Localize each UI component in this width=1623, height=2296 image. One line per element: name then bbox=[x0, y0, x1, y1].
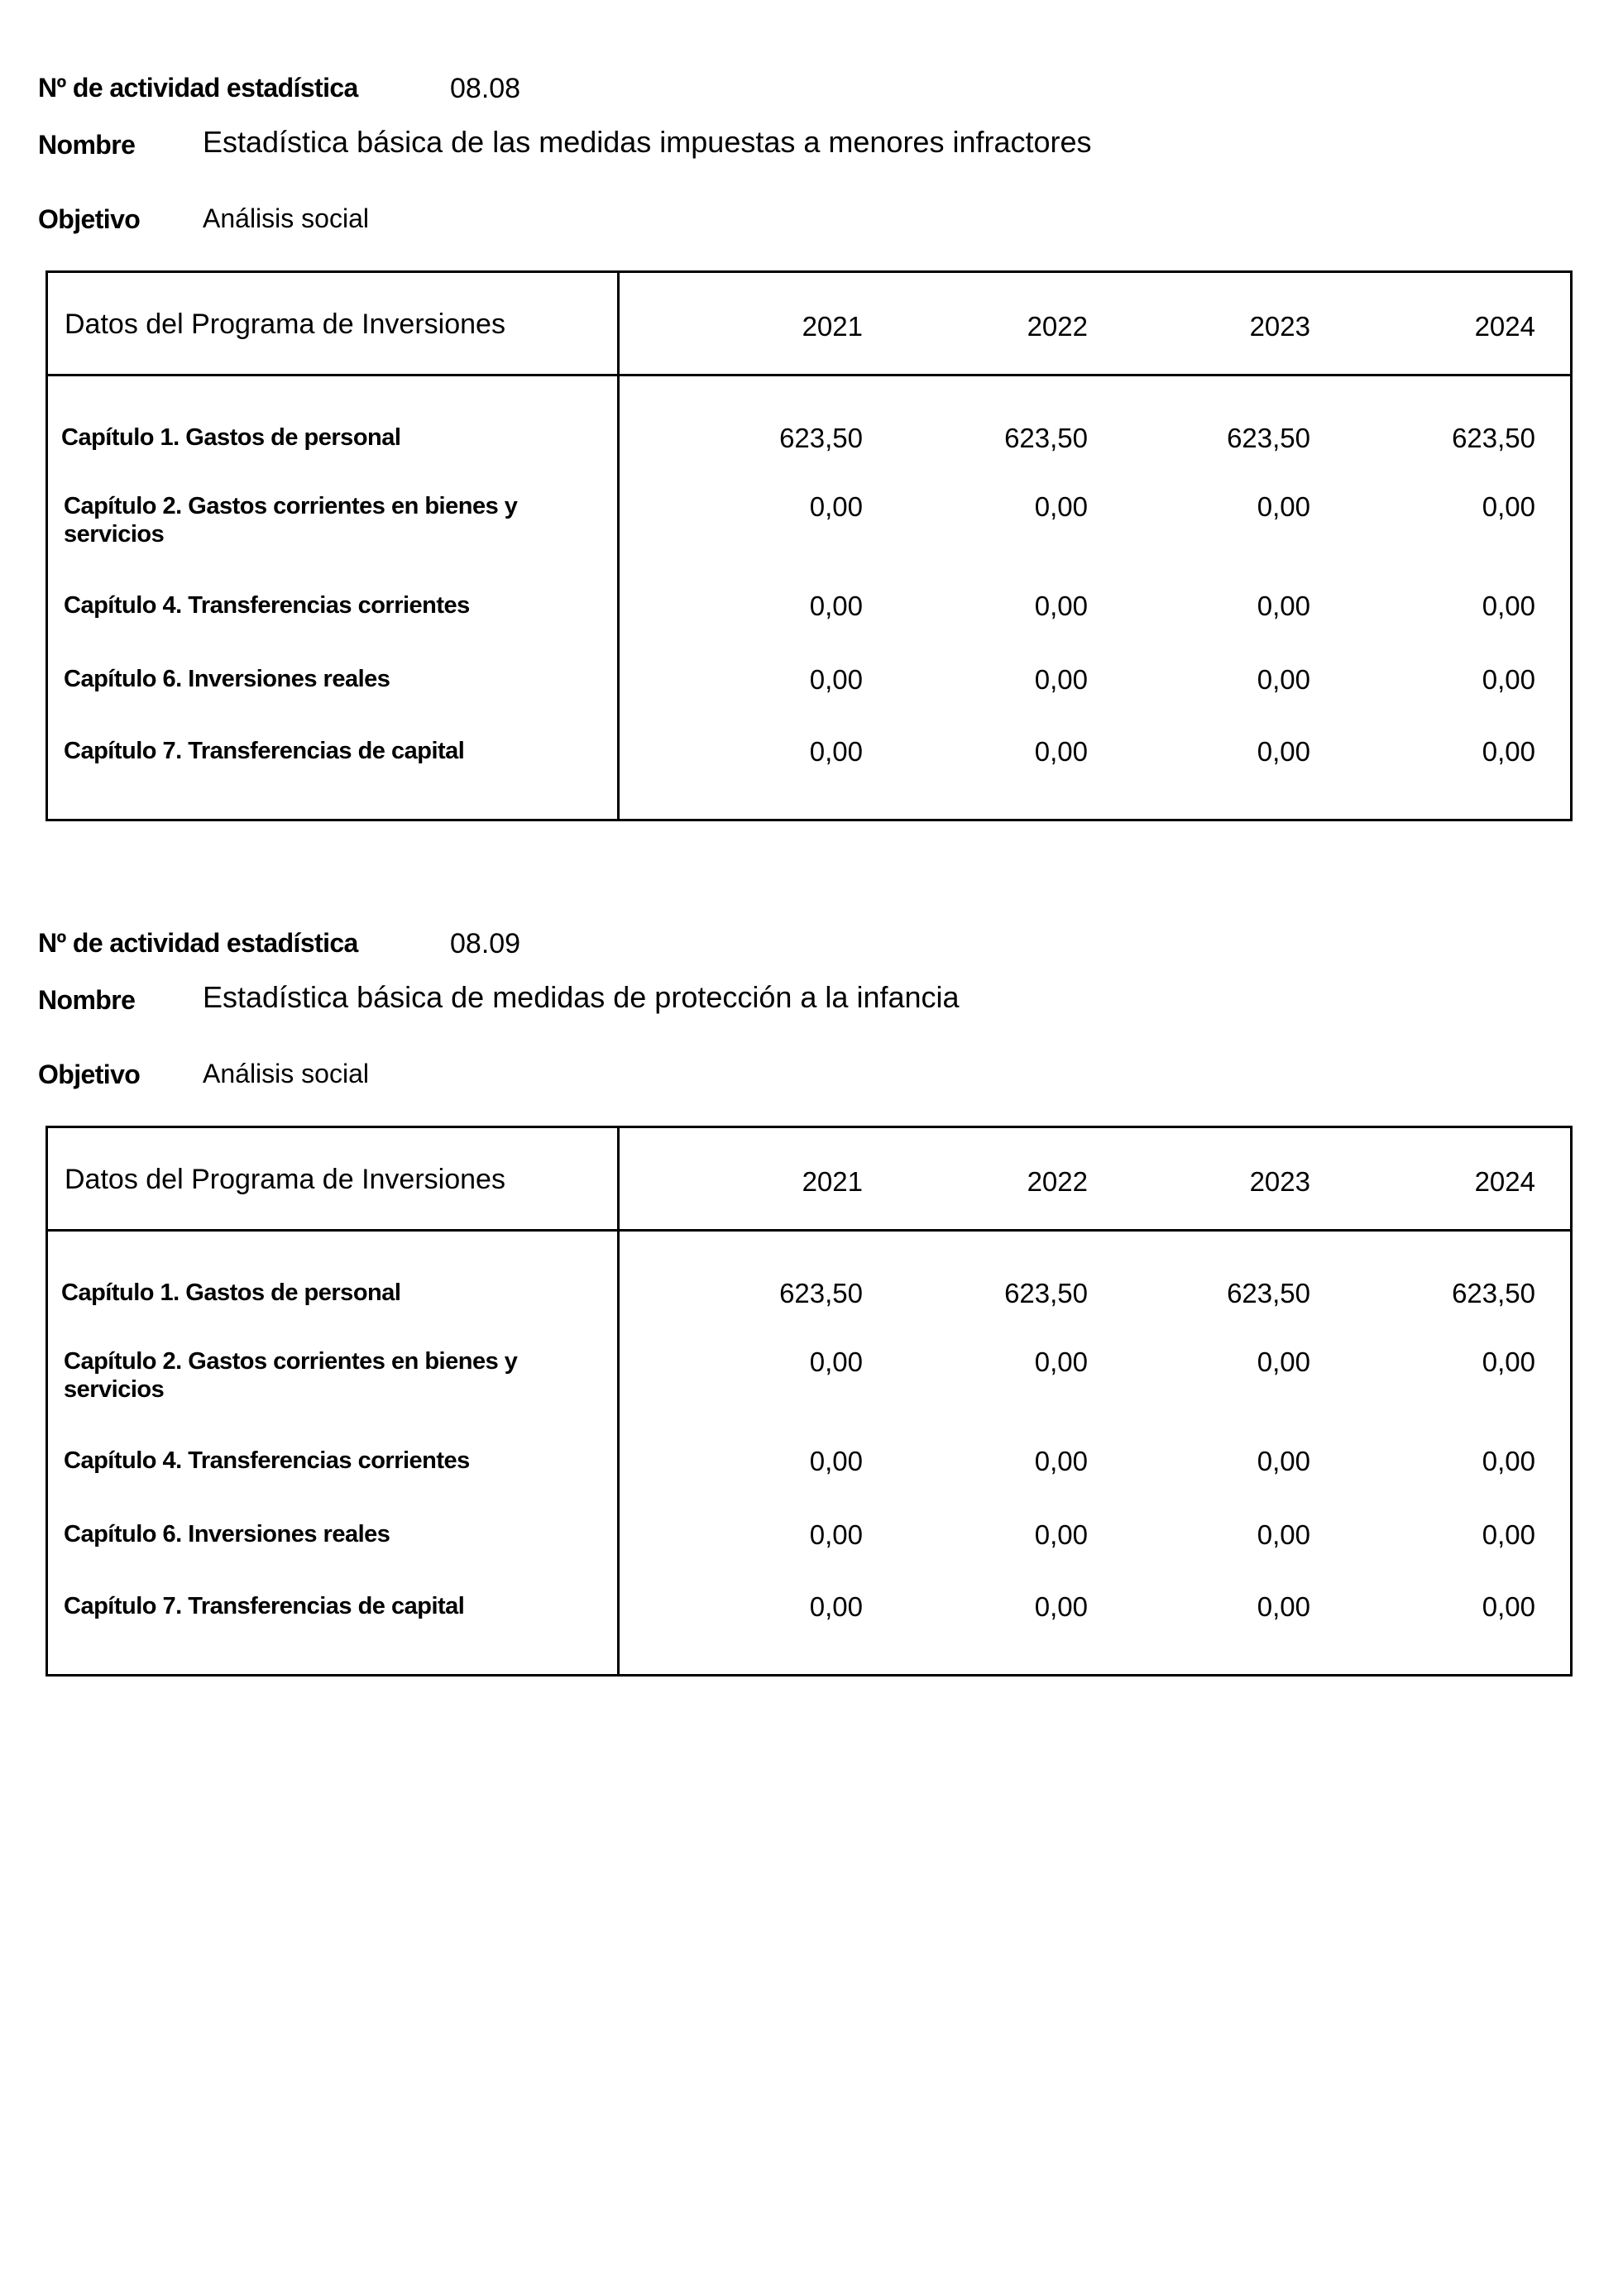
cell-value: 0,00 bbox=[1034, 1446, 1088, 1476]
cell-value: 0,00 bbox=[1034, 1519, 1088, 1550]
investment-table bbox=[45, 270, 1573, 821]
cell-value: 623,50 bbox=[1452, 1278, 1535, 1308]
cell-value: 0,00 bbox=[809, 1591, 863, 1622]
row-label-line: Capítulo 2. Gastos corrientes en bienes y bbox=[64, 493, 518, 519]
cell-value: 623,50 bbox=[1004, 1278, 1088, 1308]
year-2021: 2021 bbox=[802, 311, 863, 342]
cell-value: 0,00 bbox=[1482, 591, 1535, 621]
cell-value: 0,00 bbox=[1034, 1347, 1088, 1377]
cell-value: 0,00 bbox=[809, 491, 863, 522]
cell-value: 0,00 bbox=[1257, 1446, 1310, 1476]
row-label-capitulo-7: Capítulo 7. Transferencias de capital bbox=[64, 1593, 465, 1619]
activity-number: 08.08 bbox=[450, 73, 521, 104]
cell-value: 623,50 bbox=[1227, 423, 1310, 453]
cell-value: 0,00 bbox=[1034, 664, 1088, 695]
cell-value: 623,50 bbox=[779, 1278, 863, 1308]
table-header-divider bbox=[48, 374, 1570, 376]
cell-value: 0,00 bbox=[809, 664, 863, 695]
row-label-capitulo-2 bbox=[64, 492, 517, 548]
row-label-line: servicios bbox=[64, 1376, 165, 1403]
cell-value: 0,00 bbox=[1482, 1591, 1535, 1622]
cell-value: 0,00 bbox=[809, 1347, 863, 1377]
cell-value: 0,00 bbox=[1482, 491, 1535, 522]
row-label-capitulo-1: Capítulo 1. Gastos de personal bbox=[61, 424, 401, 451]
year-2022: 2022 bbox=[1027, 1166, 1088, 1197]
cell-value: 0,00 bbox=[1257, 1591, 1310, 1622]
cell-value: 623,50 bbox=[779, 423, 863, 453]
cell-value: 0,00 bbox=[1034, 591, 1088, 621]
objective-label: Objetivo bbox=[38, 204, 141, 234]
year-2022: 2022 bbox=[1027, 311, 1088, 342]
cell-value: 0,00 bbox=[1257, 1519, 1310, 1550]
year-2023: 2023 bbox=[1249, 311, 1310, 342]
activity-section-1 bbox=[0, 0, 1623, 827]
activity-number-label: Nº de actividad estadística bbox=[38, 928, 358, 958]
row-label-line: Capítulo 2. Gastos corrientes en bienes y bbox=[64, 1348, 518, 1375]
cell-value: 0,00 bbox=[1482, 1347, 1535, 1377]
activity-objective: Análisis social bbox=[203, 203, 369, 233]
table-header-title: Datos del Programa de Inversiones bbox=[65, 1164, 505, 1195]
cell-value: 0,00 bbox=[1034, 736, 1088, 767]
row-label-capitulo-4: Capítulo 4. Transferencias corrientes bbox=[64, 592, 470, 619]
cell-value: 0,00 bbox=[1482, 664, 1535, 695]
row-label-capitulo-6: Capítulo 6. Inversiones reales bbox=[64, 666, 390, 692]
cell-value: 0,00 bbox=[1482, 1446, 1535, 1476]
cell-value: 0,00 bbox=[1257, 736, 1310, 767]
row-label-capitulo-1: Capítulo 1. Gastos de personal bbox=[61, 1280, 401, 1306]
objective-label: Objetivo bbox=[38, 1060, 141, 1089]
cell-value: 0,00 bbox=[1257, 491, 1310, 522]
name-label: Nombre bbox=[38, 985, 136, 1015]
row-label-capitulo-7: Capítulo 7. Transferencias de capital bbox=[64, 738, 465, 764]
year-2021: 2021 bbox=[802, 1166, 863, 1197]
cell-value: 0,00 bbox=[1257, 664, 1310, 695]
row-label-capitulo-2 bbox=[64, 1347, 517, 1404]
table-column-divider bbox=[617, 1128, 620, 1674]
cell-value: 0,00 bbox=[809, 591, 863, 621]
activity-number: 08.09 bbox=[450, 928, 521, 959]
cell-value: 0,00 bbox=[809, 1519, 863, 1550]
cell-value: 0,00 bbox=[1257, 1347, 1310, 1377]
row-label-capitulo-4: Capítulo 4. Transferencias corrientes bbox=[64, 1447, 470, 1474]
cell-value: 0,00 bbox=[809, 1446, 863, 1476]
cell-value: 623,50 bbox=[1452, 423, 1535, 453]
year-2023: 2023 bbox=[1249, 1166, 1310, 1197]
year-2024: 2024 bbox=[1474, 1166, 1535, 1197]
cell-value: 623,50 bbox=[1004, 423, 1088, 453]
row-label-capitulo-6: Capítulo 6. Inversiones reales bbox=[64, 1521, 390, 1547]
cell-value: 0,00 bbox=[1482, 1519, 1535, 1550]
cell-value: 0,00 bbox=[1034, 1591, 1088, 1622]
activity-objective: Análisis social bbox=[203, 1059, 369, 1088]
table-header-title: Datos del Programa de Inversiones bbox=[65, 309, 505, 340]
cell-value: 0,00 bbox=[809, 736, 863, 767]
cell-value: 0,00 bbox=[1034, 491, 1088, 522]
activity-name: Estadística básica de las medidas impuestas a menores infractores bbox=[203, 125, 1092, 159]
cell-value: 0,00 bbox=[1482, 736, 1535, 767]
activity-number-label: Nº de actividad estadística bbox=[38, 73, 358, 103]
cell-value: 0,00 bbox=[1257, 591, 1310, 621]
activity-name: Estadística básica de medidas de protección a la infancia bbox=[203, 980, 960, 1014]
table-header-divider bbox=[48, 1229, 1570, 1232]
table-column-divider bbox=[617, 273, 620, 819]
cell-value: 623,50 bbox=[1227, 1278, 1310, 1308]
year-2024: 2024 bbox=[1474, 311, 1535, 342]
investment-table bbox=[45, 1126, 1573, 1677]
row-label-line: servicios bbox=[64, 521, 165, 548]
activity-section-2 bbox=[0, 855, 1623, 1682]
name-label: Nombre bbox=[38, 130, 136, 160]
